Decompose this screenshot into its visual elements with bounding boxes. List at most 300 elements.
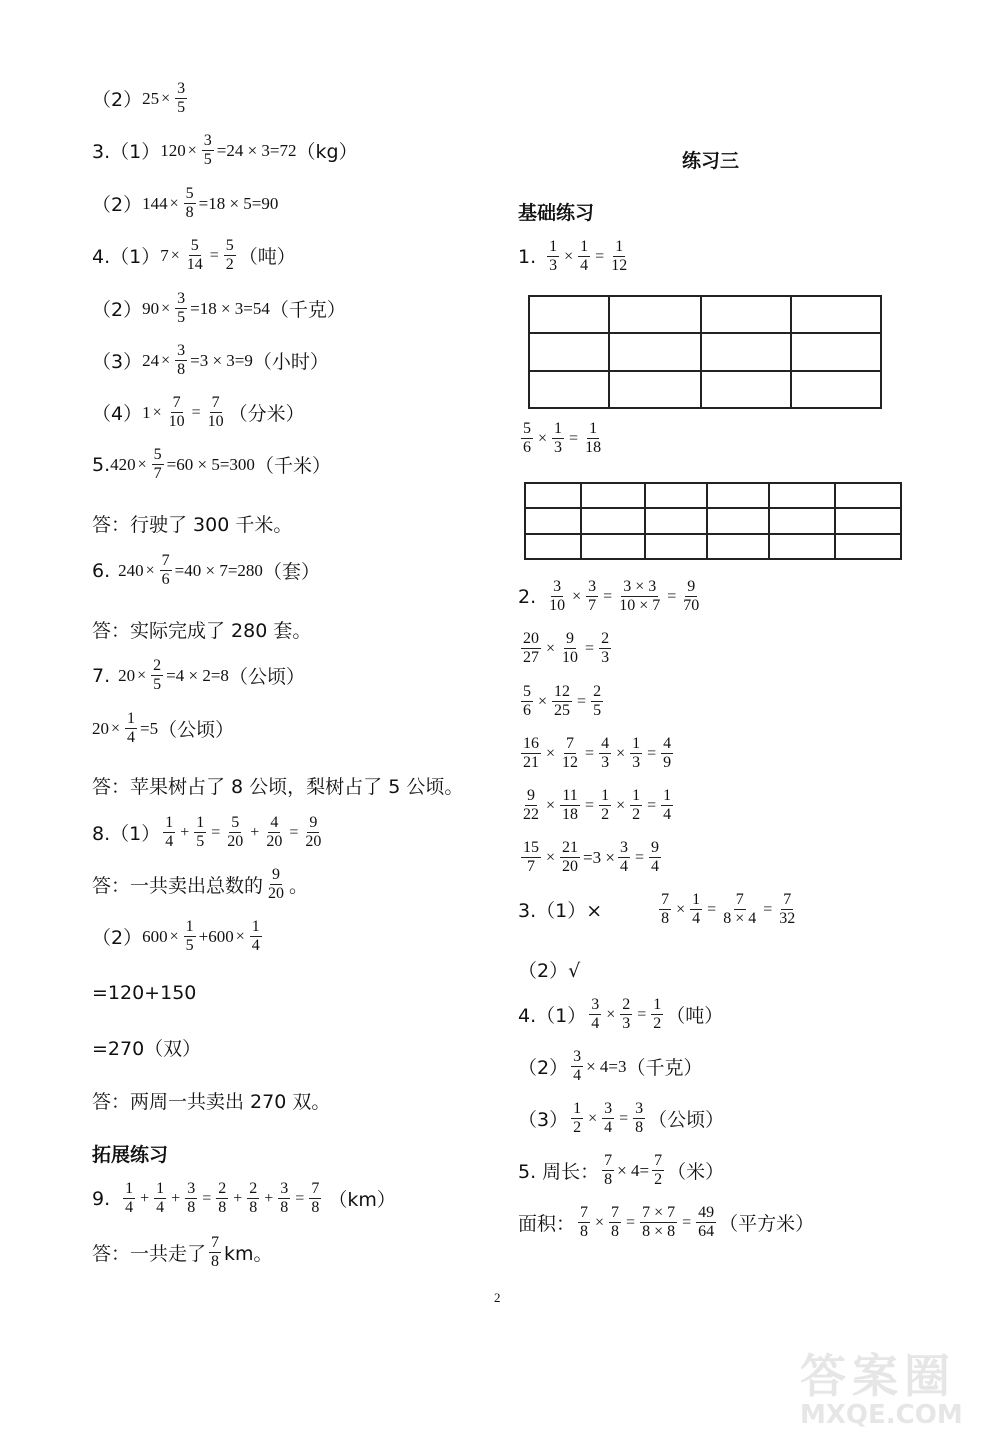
item-label: 面积： bbox=[518, 1213, 576, 1236]
fraction bbox=[589, 996, 601, 1034]
fraction bbox=[163, 814, 175, 852]
fraction bbox=[152, 446, 164, 484]
fraction bbox=[175, 342, 187, 380]
equals-sign: = bbox=[209, 246, 219, 264]
item-label: （2） bbox=[518, 1057, 569, 1080]
denominator: 8 × 4 bbox=[723, 910, 757, 928]
number: 20 bbox=[92, 718, 109, 738]
item-label: 9. bbox=[92, 1187, 111, 1210]
fraction bbox=[167, 394, 187, 432]
equals-sign: = bbox=[647, 796, 657, 814]
denominator: 8 bbox=[604, 1171, 613, 1189]
right-line-11 bbox=[518, 1048, 703, 1086]
left-line-5 bbox=[92, 290, 346, 328]
times-sign: × bbox=[546, 848, 556, 866]
unit: （米） bbox=[667, 1161, 725, 1184]
fraction bbox=[521, 735, 541, 773]
item-label: （2） bbox=[92, 89, 143, 112]
numerator: 9 bbox=[525, 787, 537, 806]
numerator: 16 bbox=[521, 735, 541, 754]
watermark-logo bbox=[800, 1340, 963, 1430]
denominator: 8 bbox=[580, 1223, 589, 1241]
left-line-15: =270（双） bbox=[92, 1038, 202, 1060]
plus-sign: + bbox=[233, 1189, 243, 1207]
equals-sign: = bbox=[585, 744, 595, 762]
numerator: 1 bbox=[630, 735, 642, 754]
numerator: 3 bbox=[185, 1180, 197, 1199]
right-line-1 bbox=[518, 238, 632, 276]
denominator: 18 bbox=[562, 806, 579, 824]
numerator: 7 bbox=[609, 1204, 621, 1223]
denominator: 8 bbox=[249, 1199, 258, 1217]
numerator: 21 bbox=[560, 839, 580, 858]
denominator: 4 bbox=[692, 910, 701, 928]
right-line-6 bbox=[518, 787, 676, 825]
right-line-4 bbox=[518, 683, 606, 721]
unit: （km） bbox=[328, 1189, 396, 1212]
numerator: 3 bbox=[618, 839, 630, 858]
item-label: 5. bbox=[92, 453, 111, 476]
denominator: 10 × 7 bbox=[619, 597, 661, 615]
times-sign: × bbox=[145, 561, 155, 579]
equals-sign: = bbox=[707, 900, 717, 918]
fraction bbox=[571, 1048, 583, 1086]
numerator: 7 bbox=[652, 1152, 664, 1171]
right-line-12 bbox=[518, 1100, 724, 1138]
fraction bbox=[175, 290, 187, 328]
item-label: 5. 周长： bbox=[518, 1161, 600, 1184]
denominator: 8 bbox=[611, 1223, 620, 1241]
watermark-cn: 答案圈 bbox=[800, 1349, 956, 1403]
number: 24 bbox=[142, 350, 160, 370]
numerator: 3 bbox=[278, 1180, 290, 1199]
answer-text: 答：一共走了 bbox=[92, 1243, 207, 1266]
times-sign: × bbox=[676, 900, 686, 918]
left-line-14: =120+150 bbox=[92, 982, 197, 1004]
numerator: 7 bbox=[602, 1152, 614, 1171]
numerator: 5 bbox=[184, 185, 196, 204]
equals-sign: = bbox=[647, 744, 657, 762]
numerator: 1 bbox=[690, 891, 702, 910]
item-label: （4） bbox=[92, 403, 143, 426]
equation-tail: =18 × 5=90 bbox=[198, 193, 279, 213]
denominator: 7 bbox=[588, 597, 597, 615]
left-line-8 bbox=[92, 446, 331, 484]
plus-sign: + bbox=[140, 1189, 150, 1207]
denominator: 8 bbox=[211, 1253, 220, 1271]
plus-sign: + bbox=[180, 823, 190, 841]
denominator: 10 bbox=[562, 649, 579, 667]
item-label: 3.（1）× bbox=[518, 900, 603, 923]
fraction bbox=[185, 237, 205, 275]
equation-tail: =60 × 5=300 bbox=[166, 454, 255, 474]
fraction bbox=[661, 735, 673, 773]
fraction bbox=[224, 237, 236, 275]
unit: （小时） bbox=[252, 351, 329, 374]
denominator: 8 bbox=[185, 204, 194, 222]
answer-end: 。 bbox=[289, 875, 309, 898]
fraction bbox=[599, 630, 611, 668]
denominator: 3 bbox=[549, 257, 558, 275]
equals-sign: = bbox=[577, 692, 587, 710]
numerator: 12 bbox=[552, 683, 572, 702]
times-sign: × bbox=[616, 796, 626, 814]
fraction bbox=[278, 1180, 290, 1218]
right-line-8 bbox=[518, 891, 800, 929]
numerator: 3 bbox=[586, 578, 598, 597]
fraction bbox=[649, 839, 661, 877]
denominator: 7 bbox=[153, 465, 162, 483]
item-label: （3） bbox=[92, 351, 143, 374]
denominator: 5 bbox=[177, 99, 186, 117]
numerator: 7 × 7 bbox=[640, 1204, 677, 1223]
numerator: 1 bbox=[571, 1100, 583, 1119]
numerator: 1 bbox=[599, 787, 611, 806]
numerator: 3 bbox=[202, 132, 214, 151]
times-sign: × bbox=[546, 639, 556, 657]
denominator: 7 bbox=[527, 858, 535, 876]
equals-sign: = bbox=[667, 587, 677, 605]
denominator: 20 bbox=[227, 833, 244, 851]
section-heading-extension: 拓展练习 bbox=[92, 1144, 169, 1166]
answer-7: 答：苹果树占了 8 公顷，梨树占了 5 公顷。 bbox=[92, 776, 464, 798]
numerator: 1 bbox=[163, 814, 175, 833]
equals-sign: = bbox=[626, 1213, 636, 1231]
denominator: 5 bbox=[177, 309, 186, 327]
numerator: 1 bbox=[194, 814, 206, 833]
item-label: （2） bbox=[92, 194, 143, 217]
fraction bbox=[661, 787, 673, 825]
numerator: 1 bbox=[613, 238, 625, 257]
equals-sign: = bbox=[603, 587, 613, 605]
denominator: 12 bbox=[611, 257, 628, 275]
equals-sign: = bbox=[295, 1189, 305, 1207]
times-sign: × bbox=[595, 1213, 605, 1231]
numerator: 7 bbox=[781, 891, 793, 910]
numerator: 1 bbox=[651, 996, 663, 1015]
numerator: 1 bbox=[125, 710, 137, 729]
answer-6: 答：实际完成了 280 套。 bbox=[92, 620, 312, 642]
numerator: 7 bbox=[734, 891, 746, 910]
unit: （吨） bbox=[238, 246, 296, 269]
equation-middle: =3 × bbox=[583, 847, 615, 867]
right-line-2 bbox=[518, 578, 704, 616]
equals-sign: = bbox=[211, 823, 221, 841]
fraction bbox=[247, 1180, 259, 1218]
equals-sign: = bbox=[595, 247, 605, 265]
fraction bbox=[659, 891, 671, 929]
right-line-7 bbox=[518, 839, 664, 877]
denominator: 18 bbox=[585, 439, 602, 457]
denominator: 12 bbox=[562, 754, 579, 772]
denominator: 5 bbox=[185, 937, 194, 955]
denominator: 4 bbox=[165, 833, 174, 851]
unit: （千米） bbox=[254, 455, 331, 478]
denominator: 3 bbox=[554, 439, 563, 457]
answer-end: km。 bbox=[224, 1243, 273, 1266]
denominator: 3 bbox=[632, 754, 641, 772]
item-label: 4.（1） bbox=[518, 1005, 587, 1028]
equals-sign: = bbox=[191, 403, 201, 421]
fraction bbox=[652, 1152, 664, 1190]
answer-8b: 答：两周一共卖出 270 双。 bbox=[92, 1091, 331, 1113]
denominator: 4 bbox=[127, 729, 136, 747]
denominator: 4 bbox=[651, 858, 659, 876]
denominator: 4 bbox=[251, 937, 260, 955]
denominator: 8 bbox=[635, 1119, 644, 1137]
fraction bbox=[681, 578, 701, 616]
denominator: 5 bbox=[593, 702, 602, 720]
times-sign: × bbox=[538, 692, 548, 710]
denominator: 6 bbox=[523, 439, 531, 457]
left-line-4 bbox=[92, 237, 296, 275]
denominator: 20 bbox=[562, 858, 579, 876]
left-line-16 bbox=[92, 1180, 396, 1218]
times-sign: × bbox=[546, 744, 556, 762]
times-sign: × bbox=[187, 141, 197, 159]
fraction bbox=[175, 80, 187, 118]
times-sign: × bbox=[616, 744, 626, 762]
number: 600 bbox=[142, 926, 168, 946]
fraction bbox=[640, 1204, 677, 1242]
fraction bbox=[521, 420, 533, 458]
numerator: 9 bbox=[307, 814, 319, 833]
denominator: 8 bbox=[218, 1199, 227, 1217]
denominator: 20 bbox=[268, 885, 285, 903]
fraction bbox=[303, 814, 323, 852]
denominator: 5 bbox=[153, 676, 162, 694]
left-line-12 bbox=[92, 814, 326, 852]
fraction bbox=[184, 185, 196, 223]
denominator: 22 bbox=[523, 806, 539, 824]
numerator: 9 bbox=[649, 839, 661, 858]
fraction bbox=[154, 1180, 166, 1218]
times-sign: × bbox=[161, 89, 171, 107]
denominator: 4 bbox=[619, 858, 628, 876]
unit: （套） bbox=[262, 561, 320, 584]
numerator: 7 bbox=[209, 1234, 221, 1253]
numerator: 7 bbox=[210, 394, 222, 413]
answer-5: 答：行驶了 300 千米。 bbox=[92, 514, 293, 536]
answer-8 bbox=[92, 866, 308, 904]
fraction bbox=[184, 918, 196, 956]
numerator: 1 bbox=[630, 787, 642, 806]
numerator: 2 bbox=[247, 1180, 259, 1199]
numerator: 2 bbox=[591, 683, 603, 702]
fraction bbox=[160, 552, 172, 590]
equals-sign: = bbox=[585, 796, 595, 814]
numerator: 15 bbox=[521, 839, 541, 858]
unit: （分米） bbox=[228, 403, 305, 426]
denominator: 20 bbox=[266, 833, 283, 851]
fraction bbox=[630, 735, 642, 773]
number: 7 bbox=[160, 245, 169, 265]
times-sign: × bbox=[606, 1005, 616, 1023]
unit: （公顷） bbox=[648, 1109, 725, 1132]
item-label: 6. bbox=[92, 559, 111, 582]
times-sign: × bbox=[111, 719, 121, 737]
denominator: 4 bbox=[580, 257, 589, 275]
denominator: 64 bbox=[698, 1223, 715, 1241]
denominator: 4 bbox=[125, 1199, 134, 1217]
fraction bbox=[552, 420, 564, 458]
numerator: 1 bbox=[578, 238, 590, 257]
numerator: 3 × 3 bbox=[621, 578, 658, 597]
item-label: （2） bbox=[92, 927, 143, 950]
number: 144 bbox=[142, 193, 168, 213]
fraction bbox=[209, 1234, 221, 1272]
left-line-1 bbox=[92, 80, 190, 118]
equals-sign: = bbox=[634, 848, 644, 866]
fraction bbox=[123, 1180, 135, 1218]
numerator: 9 bbox=[685, 578, 697, 597]
times-sign: × bbox=[564, 247, 574, 265]
denominator: 2 bbox=[601, 806, 610, 824]
unit: （公顷） bbox=[228, 666, 305, 689]
grid-one-eighteenth bbox=[524, 482, 902, 560]
fraction bbox=[651, 996, 663, 1034]
equals-sign: = bbox=[202, 1189, 212, 1207]
item-label: 4.（1） bbox=[92, 246, 161, 269]
fraction bbox=[620, 996, 632, 1034]
equals-sign: = bbox=[585, 639, 595, 657]
fraction bbox=[521, 787, 541, 825]
numerator: 2 bbox=[620, 996, 632, 1015]
denominator: 14 bbox=[186, 256, 203, 274]
fraction bbox=[721, 891, 758, 929]
item-label: 3.（1） bbox=[92, 141, 161, 164]
unit: （平方米） bbox=[719, 1213, 815, 1236]
number: 120 bbox=[160, 140, 186, 160]
denominator: 70 bbox=[683, 597, 700, 615]
numerator: 3 bbox=[175, 80, 187, 99]
denominator: 8 bbox=[311, 1199, 320, 1217]
denominator: 21 bbox=[523, 754, 539, 772]
fraction bbox=[250, 918, 262, 956]
fraction bbox=[225, 814, 245, 852]
denominator: 4 bbox=[591, 1015, 600, 1033]
grid-one-twelfth bbox=[528, 295, 882, 409]
number: 25 bbox=[142, 88, 160, 108]
fraction bbox=[583, 420, 603, 458]
denominator: 2 bbox=[653, 1015, 662, 1033]
fraction bbox=[125, 710, 137, 748]
denominator: 27 bbox=[523, 649, 539, 667]
answer-text: 答：一共卖出总数的 bbox=[92, 875, 264, 898]
left-line-3 bbox=[92, 185, 278, 223]
equation-tail: =5 bbox=[140, 718, 159, 738]
numerator: 49 bbox=[696, 1204, 716, 1223]
section-heading-basic: 基础练习 bbox=[518, 202, 595, 224]
fraction bbox=[185, 1180, 197, 1218]
plus-sign: + bbox=[171, 1189, 181, 1207]
times-sign: × bbox=[546, 796, 556, 814]
numerator: 5 bbox=[521, 420, 533, 439]
denominator: 8 bbox=[280, 1199, 289, 1217]
fraction bbox=[599, 787, 611, 825]
right-line-3 bbox=[518, 630, 614, 668]
denominator: 2 bbox=[632, 806, 641, 824]
equals-sign: = bbox=[619, 1109, 629, 1127]
numerator: 1 bbox=[587, 420, 599, 439]
denominator: 4 bbox=[573, 1067, 582, 1085]
denominator: 2 bbox=[573, 1119, 582, 1137]
fraction bbox=[777, 891, 797, 929]
number: 240 bbox=[118, 560, 144, 580]
denominator: 4 bbox=[156, 1199, 165, 1217]
numerator: 3 bbox=[602, 1100, 614, 1119]
denominator: 8 bbox=[177, 361, 186, 379]
equation-tail: =24 × 3=72 bbox=[216, 140, 297, 160]
denominator: 10 bbox=[207, 413, 224, 431]
denominator: 8 bbox=[187, 1199, 196, 1217]
equals-sign: = bbox=[289, 823, 299, 841]
numerator: 7 bbox=[578, 1204, 590, 1223]
times-sign: × bbox=[137, 666, 147, 684]
numerator: 3 bbox=[551, 578, 563, 597]
right-line-10 bbox=[518, 996, 723, 1034]
numerator: 1 bbox=[123, 1180, 135, 1199]
numerator: 1 bbox=[250, 918, 262, 937]
numerator: 9 bbox=[270, 866, 282, 885]
denominator: 5 bbox=[196, 833, 205, 851]
numerator: 5 bbox=[229, 814, 241, 833]
denominator: 6 bbox=[523, 702, 531, 720]
times-sign: × bbox=[161, 351, 171, 369]
item-label: （2） bbox=[92, 299, 143, 322]
unit: （公顷） bbox=[158, 719, 235, 742]
fraction bbox=[264, 814, 284, 852]
fraction bbox=[206, 394, 226, 432]
numerator: 3 bbox=[175, 342, 187, 361]
fraction bbox=[571, 1100, 583, 1138]
numerator: 5 bbox=[152, 446, 164, 465]
equals-sign: = bbox=[682, 1213, 692, 1231]
numerator: 9 bbox=[564, 630, 576, 649]
fraction bbox=[266, 866, 286, 904]
denominator: 32 bbox=[779, 910, 796, 928]
numerator: 20 bbox=[521, 630, 541, 649]
left-line-10 bbox=[92, 657, 305, 695]
numerator: 7 bbox=[564, 735, 576, 754]
numerator: 5 bbox=[521, 683, 533, 702]
fraction bbox=[560, 839, 580, 877]
fraction bbox=[586, 578, 598, 616]
left-line-9 bbox=[92, 552, 320, 590]
fraction bbox=[547, 238, 559, 276]
fraction bbox=[602, 1100, 614, 1138]
denominator: 2 bbox=[654, 1171, 663, 1189]
fraction bbox=[633, 1100, 645, 1138]
number: +600 bbox=[198, 926, 234, 946]
unit: （吨） bbox=[666, 1005, 724, 1028]
plus-sign: + bbox=[250, 823, 260, 841]
page-number: 2 bbox=[494, 1290, 501, 1305]
unit: （kg） bbox=[296, 141, 358, 164]
denominator: 9 bbox=[663, 754, 672, 772]
equals-sign: = bbox=[637, 1005, 647, 1023]
numerator: 5 bbox=[189, 237, 201, 256]
fraction bbox=[690, 891, 702, 929]
number: 420 bbox=[110, 454, 136, 474]
denominator: 3 bbox=[601, 649, 610, 667]
item-label: 1. bbox=[518, 245, 537, 268]
equals-sign: = bbox=[763, 900, 773, 918]
times-sign: × bbox=[169, 927, 179, 945]
fraction bbox=[151, 657, 163, 695]
numerator: 5 bbox=[224, 237, 236, 256]
denominator: 2 bbox=[225, 256, 234, 274]
